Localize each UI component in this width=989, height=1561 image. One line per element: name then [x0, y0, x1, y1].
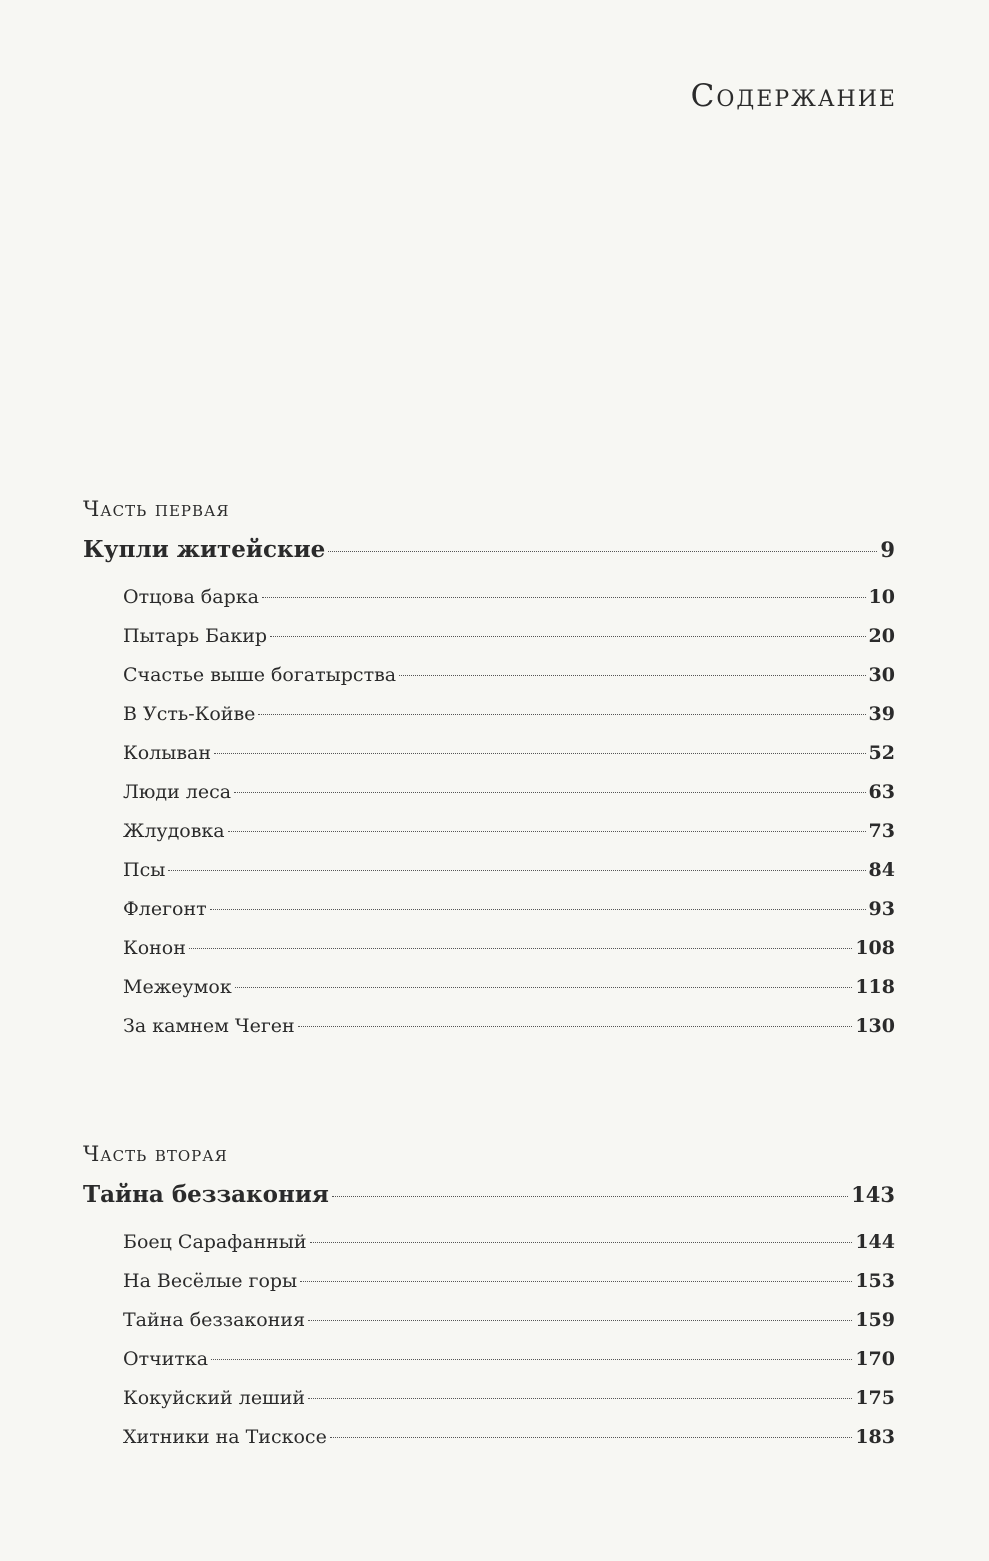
dot-leader	[399, 675, 865, 676]
page-number: 30	[868, 664, 895, 686]
page-number: 9	[880, 537, 895, 562]
dot-leader	[168, 870, 865, 871]
entry-title: Счастье выше богатырства	[123, 664, 397, 686]
entry-title: Отчитка	[123, 1348, 209, 1370]
chapter-entry[interactable]	[83, 773, 895, 812]
entry-title: Тайна беззакония	[123, 1309, 306, 1331]
page-number: 20	[868, 625, 895, 647]
dot-leader	[258, 714, 865, 715]
page-number: 84	[868, 859, 895, 881]
chapter-entry[interactable]	[83, 656, 895, 695]
entry-title: Хитники на Тискосе	[123, 1426, 327, 1448]
entry-title: Псы	[123, 859, 166, 881]
page-number: 159	[855, 1309, 895, 1331]
page-number: 170	[855, 1348, 895, 1370]
section-entry[interactable]	[83, 528, 895, 572]
dot-leader	[210, 909, 866, 910]
part-one	[83, 490, 895, 1046]
page-number: 183	[855, 1426, 895, 1448]
part-label: Часть первая	[83, 497, 230, 521]
page-number: 108	[855, 937, 895, 959]
page-title: Содержание	[690, 78, 897, 114]
chapter-entry[interactable]	[83, 578, 895, 617]
entry-title: Флегонт	[123, 898, 207, 920]
entry-title: Конон	[123, 937, 186, 959]
dot-leader	[228, 831, 866, 832]
entry-title: Люди леса	[123, 781, 232, 803]
page-number: 10	[868, 586, 895, 608]
dot-leader	[214, 753, 866, 754]
dot-leader	[330, 1437, 853, 1438]
entry-title: На Весёлые горы	[123, 1270, 298, 1292]
entry-title: В Усть-Койве	[123, 703, 256, 725]
page-number: 118	[855, 976, 895, 998]
dot-leader	[300, 1281, 852, 1282]
entry-title: Тайна беззакония	[83, 1181, 329, 1208]
chapter-entry[interactable]	[83, 1262, 895, 1301]
dot-leader	[211, 1359, 852, 1360]
chapter-entry[interactable]	[83, 734, 895, 773]
entry-title: Купли житейские	[83, 536, 326, 563]
entry-title: Пытарь Бакир	[123, 625, 268, 647]
chapter-entry[interactable]	[83, 968, 895, 1007]
chapter-entry[interactable]	[83, 929, 895, 968]
page-number: 39	[868, 703, 895, 725]
dot-leader	[189, 948, 852, 949]
chapter-entry[interactable]	[83, 1340, 895, 1379]
page-number: 144	[855, 1231, 895, 1253]
entry-title: Межеумок	[123, 976, 232, 998]
entry-title: За камнем Чеген	[123, 1015, 295, 1037]
page-number: 73	[868, 820, 895, 842]
dot-leader	[332, 1196, 848, 1197]
dot-leader	[270, 636, 865, 637]
page-number: 130	[855, 1015, 895, 1037]
section-entry[interactable]	[83, 1173, 895, 1217]
dot-leader	[328, 551, 877, 552]
entry-title: Жлудовка	[123, 820, 225, 842]
dot-leader	[308, 1320, 852, 1321]
page-number: 143	[851, 1182, 895, 1207]
page-number: 63	[868, 781, 895, 803]
chapter-entry[interactable]	[83, 617, 895, 656]
chapter-entry[interactable]	[83, 1301, 895, 1340]
chapter-entry[interactable]	[83, 890, 895, 929]
page-number: 175	[855, 1387, 895, 1409]
entry-title: Отцова барка	[123, 586, 259, 608]
chapter-entry[interactable]	[83, 812, 895, 851]
chapter-entry[interactable]	[83, 1007, 895, 1046]
page-number: 153	[855, 1270, 895, 1292]
entry-title: Кокуйский леший	[123, 1387, 306, 1409]
dot-leader	[310, 1242, 853, 1243]
page-number: 52	[868, 742, 895, 764]
part-label: Часть вторая	[83, 1142, 228, 1166]
dot-leader	[298, 1026, 853, 1027]
chapter-entry[interactable]	[83, 695, 895, 734]
chapter-entry[interactable]	[83, 1379, 895, 1418]
page-number: 93	[868, 898, 895, 920]
chapter-entry[interactable]	[83, 1223, 895, 1262]
dot-leader	[262, 597, 866, 598]
entry-title: Колыван	[123, 742, 212, 764]
dot-leader	[235, 987, 853, 988]
part-two	[83, 1135, 895, 1457]
chapter-entry[interactable]	[83, 1418, 895, 1457]
entry-title: Боец Сарафанный	[123, 1231, 307, 1253]
chapter-entry[interactable]	[83, 851, 895, 890]
dot-leader	[308, 1398, 852, 1399]
dot-leader	[234, 792, 865, 793]
